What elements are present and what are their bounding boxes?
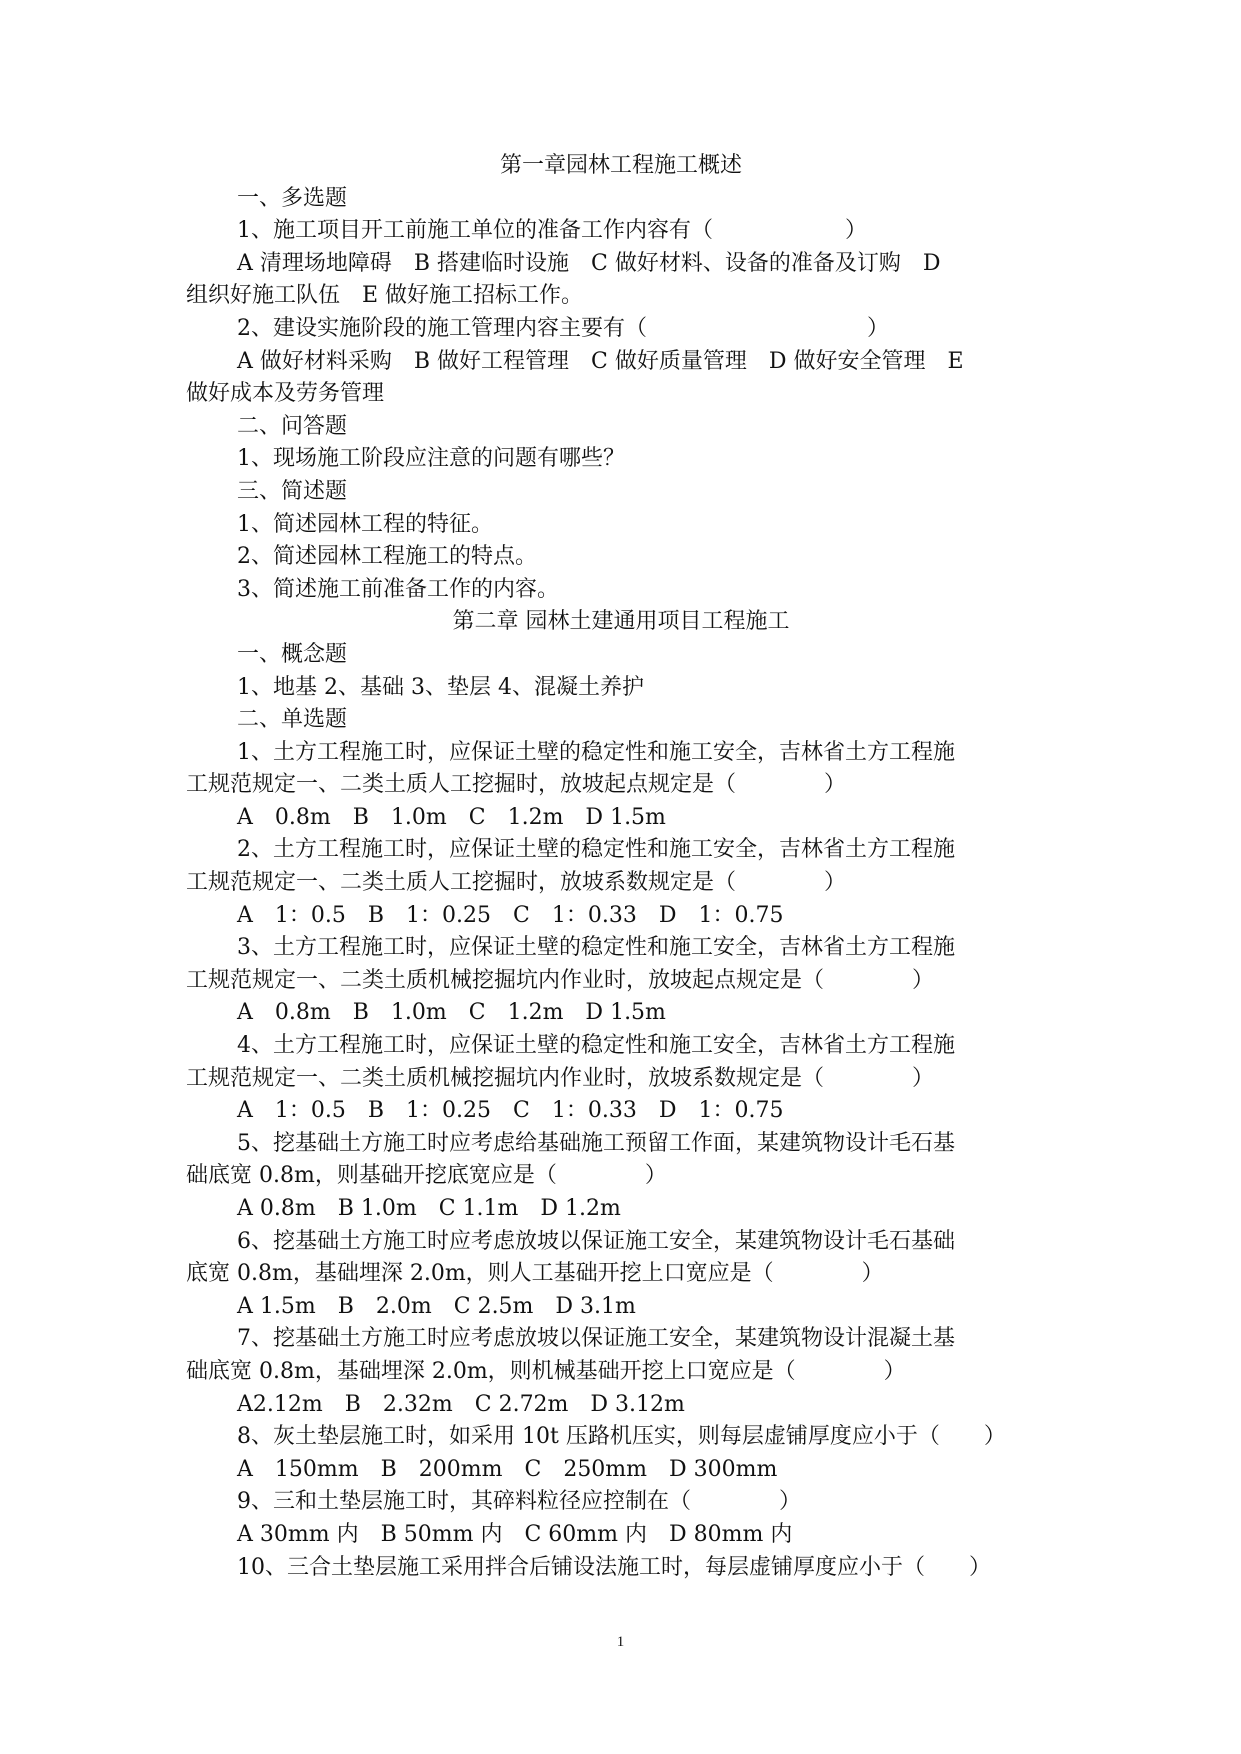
- text-line: 工规范规定一、二类土质机械挖掘坑内作业时，放坡起点规定是（ ）: [186, 967, 935, 993]
- text-line: 1、土方工程施工时，应保证土壁的稳定性和施工安全，吉林省土方工程施: [237, 739, 955, 765]
- text-line: 7、挖基础土方施工时应考虑放坡以保证施工安全，某建筑物设计混凝土基: [237, 1326, 955, 1352]
- text-line: 工规范规定一、二类土质机械挖掘坑内作业时，放坡系数规定是（ ）: [186, 1065, 935, 1091]
- document-body: [186, 150, 1056, 1584]
- text-line: 一、多选题: [237, 185, 348, 211]
- text-line: 1、简述园林工程的特征。: [237, 511, 493, 537]
- text-line: 二、单选题: [237, 707, 348, 733]
- text-line: 8、灰土垫层施工时，如采用 10t 压路机压实，则每层虚铺厚度应小于（ ）: [237, 1424, 1006, 1450]
- text-line: 9、三和土垫层施工时，其碎料粒径应控制在（ ）: [237, 1489, 801, 1515]
- text-line: 6、挖基础土方施工时应考虑放坡以保证施工安全，某建筑物设计毛石基础: [237, 1228, 955, 1254]
- text-line: 做好成本及劳务管理: [186, 381, 385, 407]
- page-number: 1: [616, 1634, 625, 1650]
- text-line: A 150mm B 200mm C 250mm D 300mm: [237, 1456, 778, 1482]
- text-line: 底宽 0.8m，基础埋深 2.0m，则人工基础开挖上口宽应是（ ）: [186, 1261, 884, 1287]
- text-line: A2.12m B 2.32m C 2.72m D 3.12m: [237, 1391, 685, 1417]
- chapter-title: 第一章园林工程施工概述: [499, 153, 742, 178]
- text-line: A 1：0.5 B 1：0.25 C 1：0.33 D 1：0.75: [237, 902, 784, 928]
- text-line: A 0.8m B 1.0m C 1.2m D 1.5m: [237, 1000, 666, 1026]
- text-line: 工规范规定一、二类土质人工挖掘时，放坡起点规定是（ ）: [186, 772, 847, 798]
- text-line: 10、三合土垫层施工采用拌合后铺设法施工时，每层虚铺厚度应小于（ ）: [237, 1554, 991, 1580]
- text-line: A 0.8m B 1.0m C 1.1m D 1.2m: [237, 1196, 621, 1221]
- text-line: 3、土方工程施工时，应保证土壁的稳定性和施工安全，吉林省土方工程施: [237, 935, 955, 961]
- text-line: 组织好施工队伍 E 做好施工招标工作。: [186, 283, 584, 309]
- text-line: 1、现场施工阶段应注意的问题有哪些？: [237, 446, 625, 472]
- text-line: 础底宽 0.8m，基础埋深 2.0m，则机械基础开挖上口宽应是（ ）: [186, 1358, 906, 1384]
- text-line: 3、简述施工前准备工作的内容。: [237, 576, 559, 602]
- text-line: 一、概念题: [237, 641, 348, 667]
- text-line: 5、挖基础土方施工时应考虑给基础施工预留工作面，某建筑物设计毛石基: [237, 1130, 955, 1156]
- text-line: A 清理场地障碍 B 搭建临时设施 C 做好材料、设备的准备及订购 D: [237, 250, 941, 276]
- text-line: 础底宽 0.8m，则基础开挖底宽应是（ ）: [186, 1163, 667, 1189]
- text-line: 二、问答题: [237, 413, 348, 439]
- text-line: A 做好材料采购 B 做好工程管理 C 做好质量管理 D 做好安全管理 E: [237, 348, 964, 374]
- text-line: 2、建设实施阶段的施工管理内容主要有（ ）: [237, 315, 889, 341]
- text-line: 三、简述题: [237, 478, 348, 504]
- text-line: 1、施工项目开工前施工单位的准备工作内容有（ ）: [237, 218, 867, 244]
- text-line: 2、土方工程施工时，应保证土壁的稳定性和施工安全，吉林省土方工程施: [237, 837, 955, 863]
- text-line: 1、地基 2、基础 3、垫层 4、混凝土养护: [237, 674, 644, 700]
- text-line: A 30mm 内 B 50mm 内 C 60mm 内 D 80mm 内: [237, 1521, 793, 1547]
- chapter-title: 第二章 园林土建通用项目工程施工: [452, 609, 790, 635]
- text-line: A 1：0.5 B 1：0.25 C 1：0.33 D 1：0.75: [237, 1098, 784, 1124]
- text-line: A 0.8m B 1.0m C 1.2m D 1.5m: [237, 804, 666, 830]
- text-line: 2、简述园林工程施工的特点。: [237, 544, 537, 570]
- text-line: A 1.5m B 2.0m C 2.5m D 3.1m: [237, 1293, 636, 1319]
- text-line: 工规范规定一、二类土质人工挖掘时，放坡系数规定是（ ）: [186, 870, 847, 896]
- text-line: 4、土方工程施工时，应保证土壁的稳定性和施工安全，吉林省土方工程施: [237, 1033, 955, 1059]
